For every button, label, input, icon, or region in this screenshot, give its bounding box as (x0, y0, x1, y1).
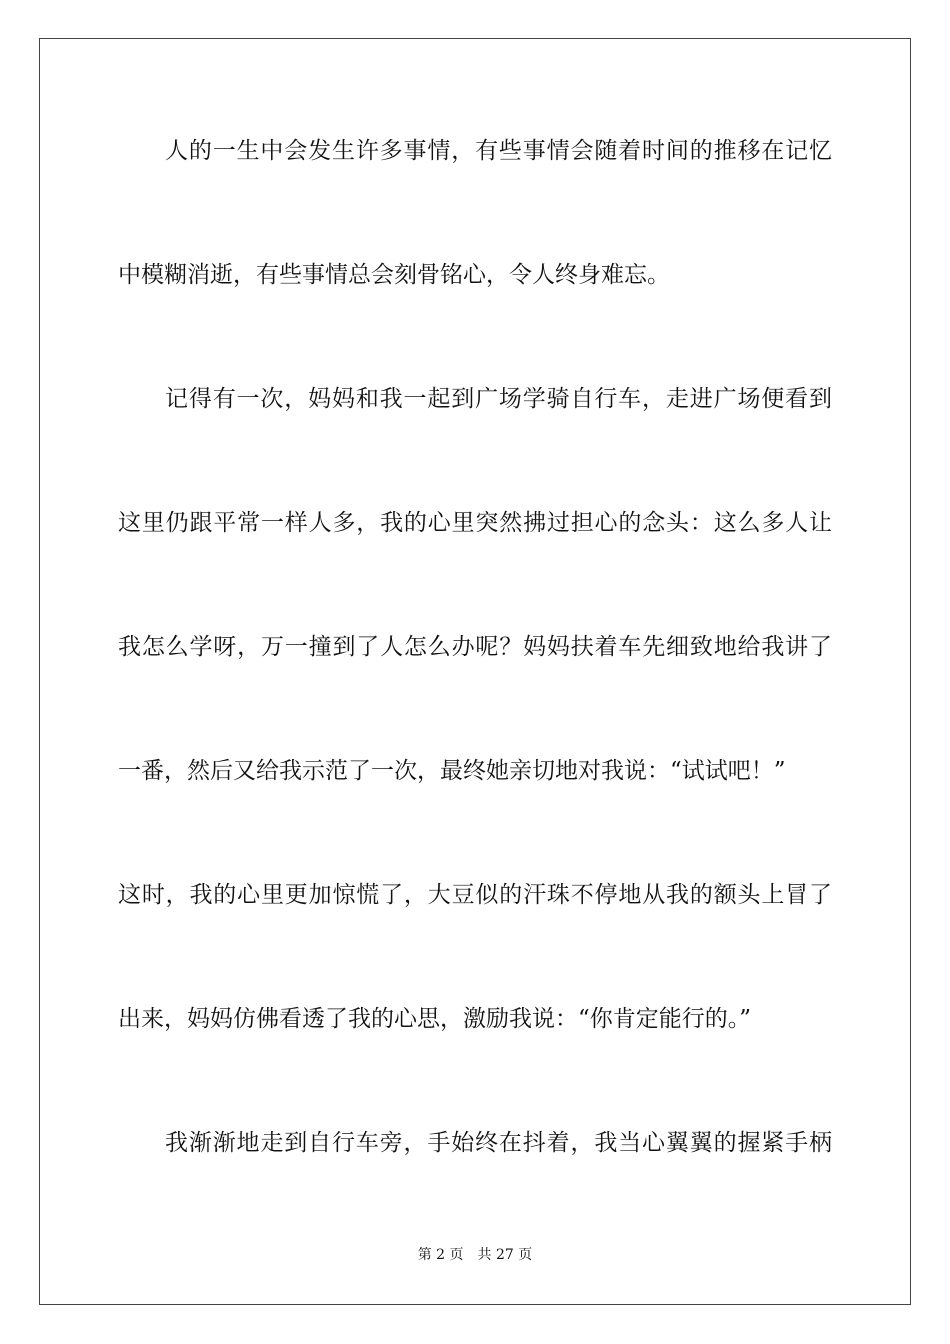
text-line: 我渐渐地走到自行车旁，手始终在抖着，我当心翼翼的握紧手柄 (165, 1130, 832, 1156)
text-line: 出来，妈妈仿佛看透了我的心思，激励我说：“你肯定能行的。” (118, 1006, 752, 1032)
text-line: 这时，我的心里更加惊慌了，大豆似的汗珠不停地从我的额头上冒了 (118, 882, 832, 908)
text-line: 记得有一次，妈妈和我一起到广场学骑自行车，走进广场便看到 (165, 386, 832, 412)
page-border (39, 38, 911, 1305)
text-line: 这里仍跟平常一样人多，我的心里突然拂过担心的念头：这么多人让 (118, 510, 832, 536)
text-line: 人的一生中会发生许多事情，有些事情会随着时间的推移在记忆 (165, 138, 832, 164)
page-number-footer: 第 2 页 共 27 页 (417, 1247, 533, 1263)
text-line: 中模糊消逝，有些事情总会刻骨铭心，令人终身难忘。 (118, 262, 670, 288)
text-line: 一番，然后又给我示范了一次，最终她亲切地对我说：“试试吧！” (118, 758, 786, 784)
text-line: 我怎么学呀，万一撞到了人怎么办呢？妈妈扶着车先细致地给我讲了 (118, 634, 832, 660)
